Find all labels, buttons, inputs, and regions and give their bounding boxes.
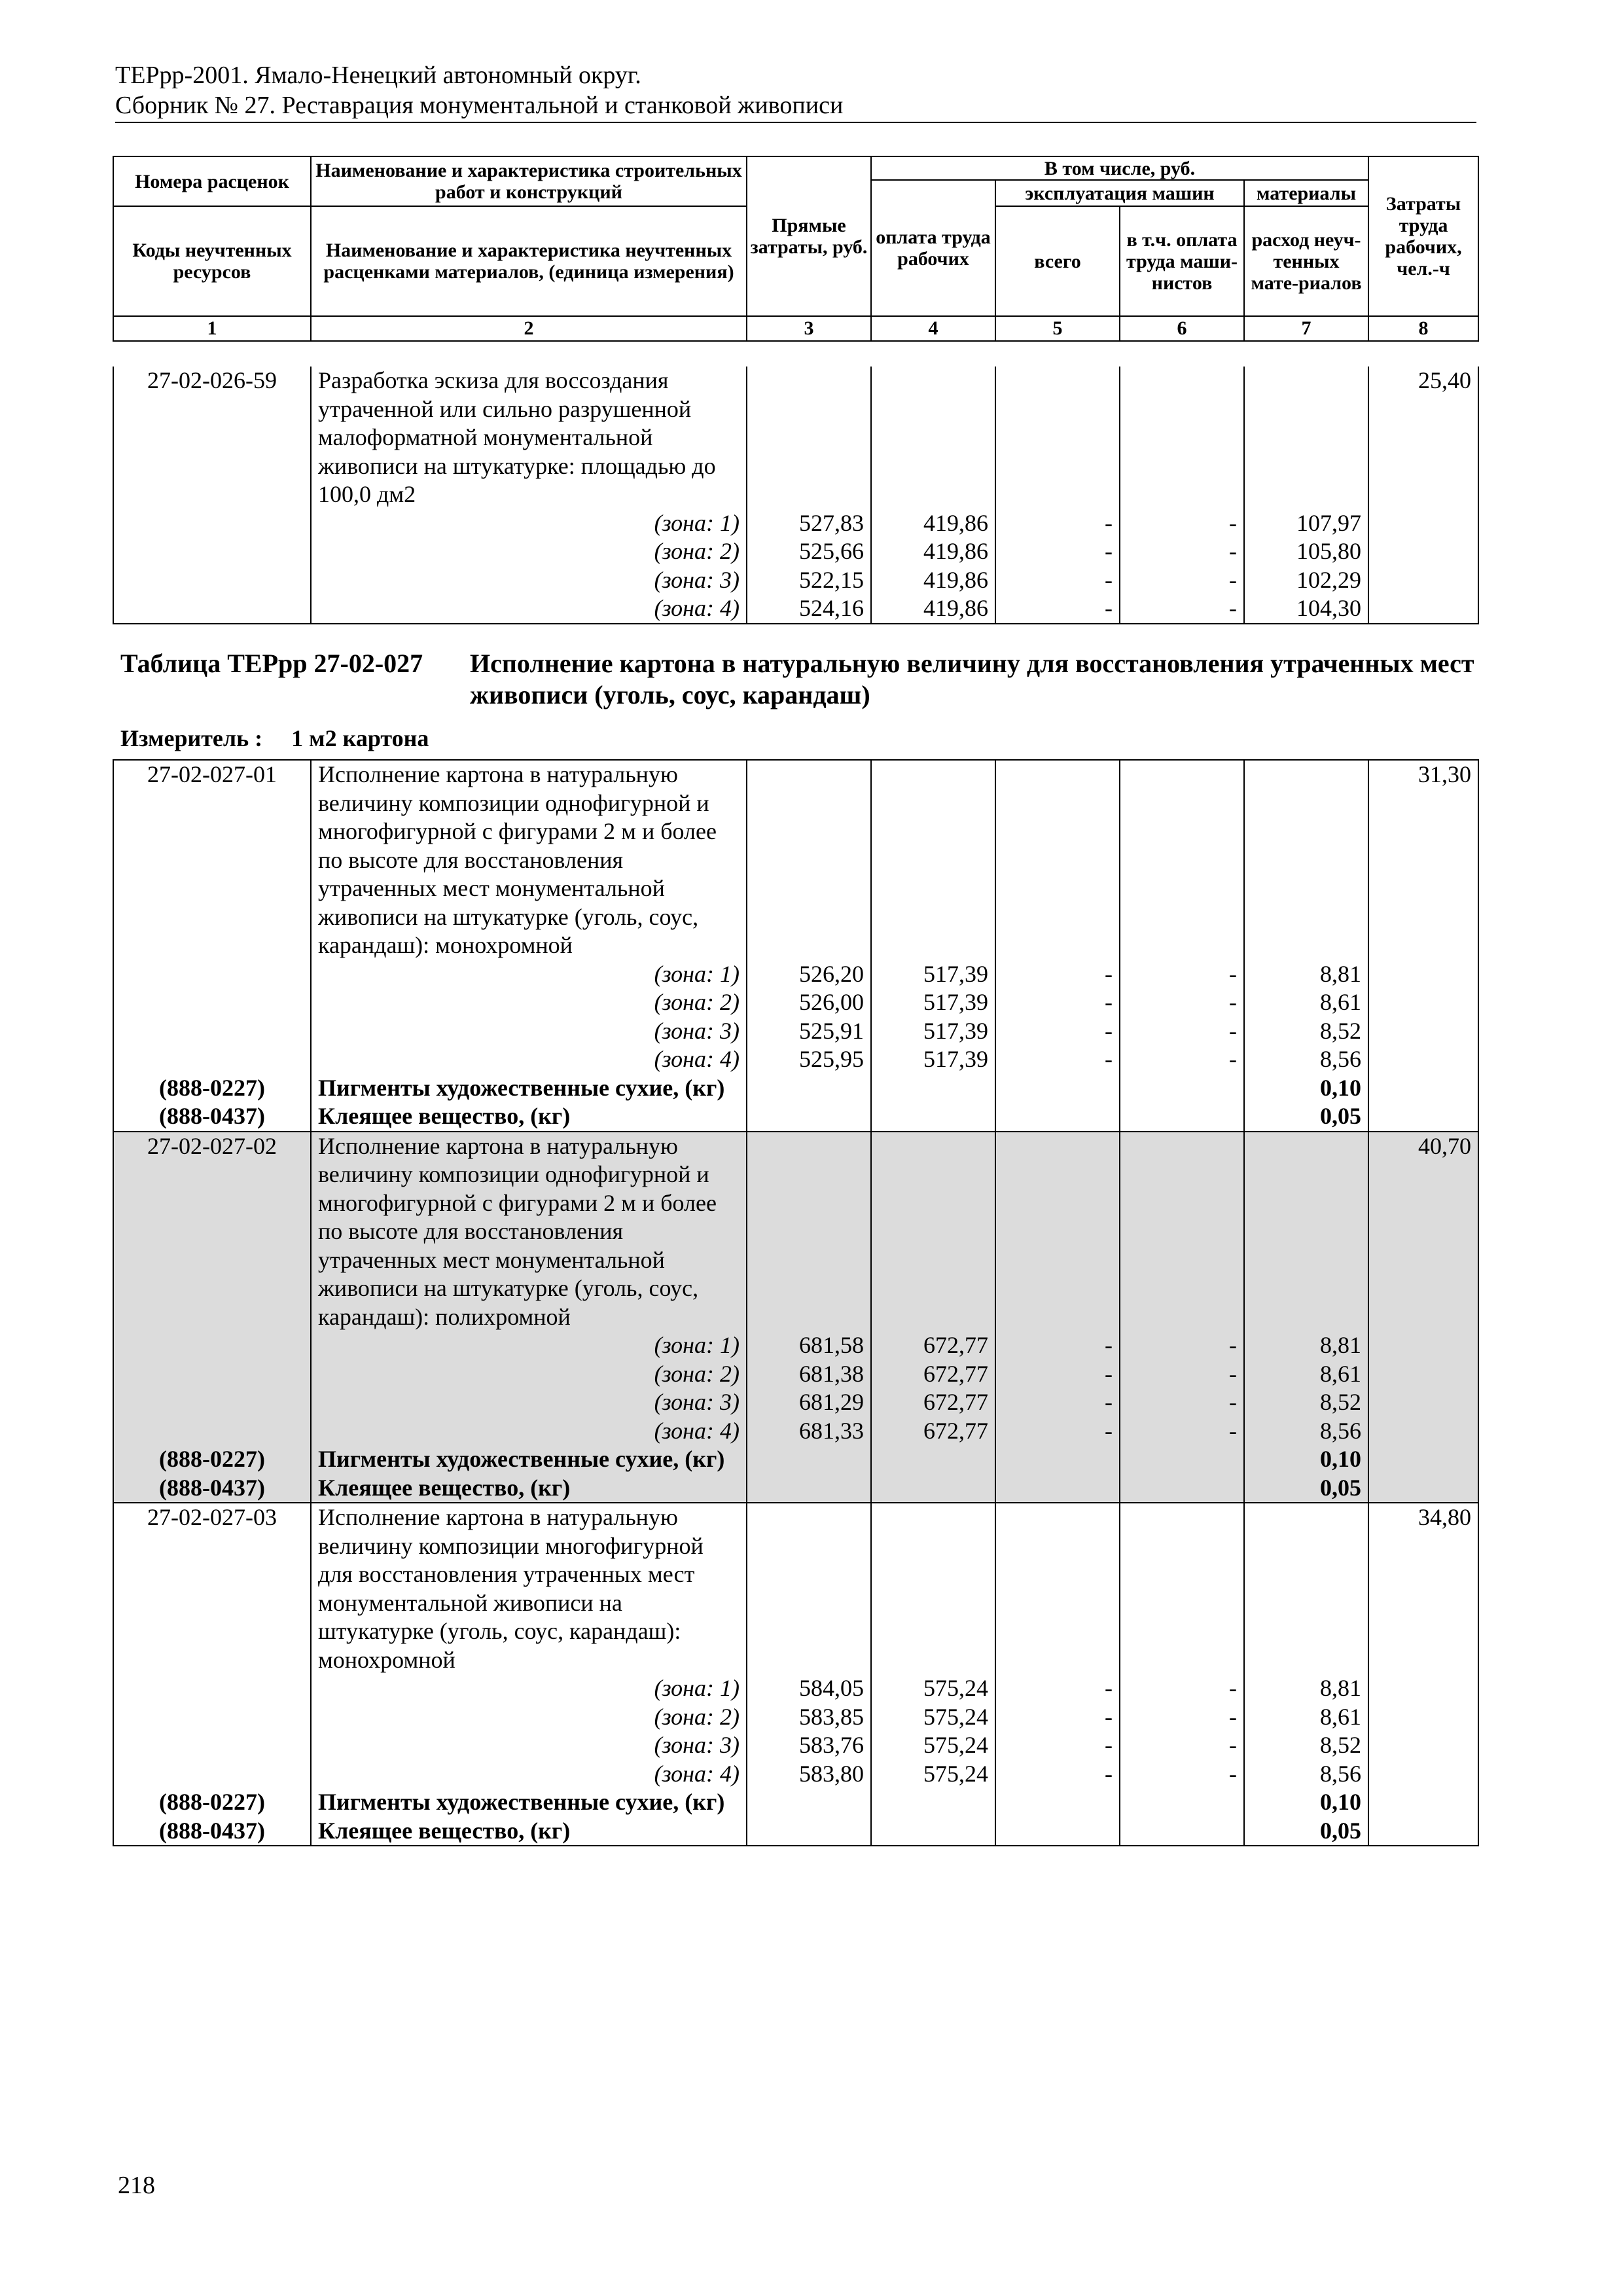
rate-name: Исполнение картона в натуральную величину композиции многофигурной для восстановления утраченных мест монументальной живописи на штукатурке (уголь, соус, карандаш): монохромной — [311, 1503, 747, 1674]
labor-pay: 517,39 — [871, 960, 995, 989]
resource-qty: 0,10 — [1244, 1074, 1368, 1103]
direct-cost: 681,38 — [747, 1360, 871, 1389]
materials-cost: 8,52 — [1244, 1017, 1368, 1046]
measure-unit — [120, 724, 429, 753]
machines-total: - — [995, 509, 1120, 538]
resource-qty: 0,10 — [1244, 1445, 1368, 1474]
labor-pay: 672,77 — [871, 1331, 995, 1360]
direct-cost: 527,83 — [747, 509, 871, 538]
zone-label: (зона: 1) — [654, 509, 740, 536]
machines-total: - — [995, 1045, 1120, 1074]
col-number: 2 — [311, 316, 747, 341]
resource-code: (888-0227) — [113, 1074, 311, 1103]
machines-total: - — [995, 1017, 1120, 1046]
labor-hours: 40,70 — [1368, 1132, 1478, 1332]
resource-code: (888-0227) — [113, 1445, 311, 1474]
labor-pay: 575,24 — [871, 1731, 995, 1760]
zone-label: (зона: 2) — [654, 538, 740, 564]
materials-cost: 8,61 — [1244, 988, 1368, 1017]
header-rate-numbers: Номера расценок — [113, 156, 311, 206]
machines-total: - — [995, 1388, 1120, 1417]
labor-pay: 517,39 — [871, 1045, 995, 1074]
rates-table-prev — [113, 367, 1479, 624]
materials-cost: 8,61 — [1244, 1360, 1368, 1389]
resource-code: (888-0437) — [113, 1102, 311, 1132]
header-machines: эксплуатация машин — [995, 180, 1244, 206]
direct-cost: 583,85 — [747, 1703, 871, 1732]
zone-label: (зона: 4) — [654, 595, 740, 621]
zone-label: (зона: 1) — [654, 1675, 740, 1701]
labor-pay: 575,24 — [871, 1674, 995, 1703]
rate-code: 27-02-027-03 — [113, 1503, 311, 1674]
direct-cost: 525,91 — [747, 1017, 871, 1046]
labor-pay: 575,24 — [871, 1703, 995, 1732]
labor-hours: 34,80 — [1368, 1503, 1478, 1674]
header-machinist-pay: в т.ч. оплата труда маши-нистов — [1120, 206, 1244, 316]
machinist-pay: - — [1120, 1045, 1244, 1074]
labor-pay: 672,77 — [871, 1388, 995, 1417]
zone-label: (зона: 2) — [654, 1360, 740, 1387]
materials-cost: 8,56 — [1244, 1417, 1368, 1446]
resource-qty: 0,05 — [1244, 1102, 1368, 1132]
labor-hours: 25,40 — [1368, 367, 1478, 509]
col-number: 5 — [995, 316, 1120, 341]
materials-cost: 8,56 — [1244, 1760, 1368, 1789]
col-number: 3 — [747, 316, 871, 341]
machinist-pay: - — [1120, 1331, 1244, 1360]
header-resource-names: Наименование и характеристика неучтенных расценками материалов, (единица измерения) — [311, 206, 747, 316]
labor-pay: 419,86 — [871, 509, 995, 538]
resource-name: Пигменты художественные сухие, (кг) — [311, 1445, 747, 1474]
direct-cost: 681,33 — [747, 1417, 871, 1446]
table-header — [113, 156, 1479, 342]
materials-cost: 8,81 — [1244, 1674, 1368, 1703]
direct-cost: 681,58 — [747, 1331, 871, 1360]
measure-value: 1 м2 картона — [291, 725, 429, 751]
machines-total: - — [995, 566, 1120, 595]
direct-cost: 524,16 — [747, 594, 871, 624]
machinist-pay: - — [1120, 537, 1244, 566]
resource-code: (888-0437) — [113, 1474, 311, 1503]
resource-qty: 0,05 — [1244, 1474, 1368, 1503]
rate-name: Исполнение картона в натуральную величину композиции однофигурной и многофигурной с фигурами 2 м и более по высоте для восстановления утраченных мест монументальной живописи на штукатурке (уголь, соус, карандаш): монохромной — [311, 760, 747, 960]
direct-cost: 583,76 — [747, 1731, 871, 1760]
direct-cost: 583,80 — [747, 1760, 871, 1789]
zone-label: (зона: 2) — [654, 989, 740, 1015]
resource-code: (888-0227) — [113, 1788, 311, 1817]
machinist-pay: - — [1120, 1731, 1244, 1760]
zone-label: (зона: 3) — [654, 1732, 740, 1758]
machines-total: - — [995, 1703, 1120, 1732]
machines-total: - — [995, 960, 1120, 989]
materials-cost: 105,80 — [1244, 537, 1368, 566]
col-number: 4 — [871, 316, 995, 341]
rate-name: Исполнение картона в натуральную величину композиции однофигурной и многофигурной с фигурами 2 м и более по высоте для восстановления утраченных мест монументальной живописи на штукатурке (уголь, соус, карандаш): полихромной — [311, 1132, 747, 1332]
materials-cost: 102,29 — [1244, 566, 1368, 595]
direct-cost: 522,15 — [747, 566, 871, 595]
direct-cost: 584,05 — [747, 1674, 871, 1703]
direct-cost: 525,66 — [747, 537, 871, 566]
labor-hours: 31,30 — [1368, 760, 1478, 960]
header-labor-hours: Затраты труда рабочих, чел.-ч — [1368, 156, 1478, 316]
machinist-pay: - — [1120, 566, 1244, 595]
machines-total: - — [995, 1731, 1120, 1760]
machines-total: - — [995, 1674, 1120, 1703]
labor-pay: 672,77 — [871, 1417, 995, 1446]
zone-label: (зона: 3) — [654, 1017, 740, 1044]
direct-cost: 525,95 — [747, 1045, 871, 1074]
materials-cost: 8,56 — [1244, 1045, 1368, 1074]
machinist-pay: - — [1120, 1017, 1244, 1046]
col-number: 1 — [113, 316, 311, 341]
direct-cost: 526,00 — [747, 988, 871, 1017]
resource-name: Клеящее вещество, (кг) — [311, 1474, 747, 1503]
labor-pay: 419,86 — [871, 566, 995, 595]
resource-code: (888-0437) — [113, 1817, 311, 1846]
measure-label: Измеритель : — [120, 725, 263, 751]
machinist-pay: - — [1120, 988, 1244, 1017]
machines-total: - — [995, 1360, 1120, 1389]
machines-total: - — [995, 1331, 1120, 1360]
materials-cost: 104,30 — [1244, 594, 1368, 624]
labor-pay: 672,77 — [871, 1360, 995, 1389]
zone-label: (зона: 4) — [654, 1760, 740, 1787]
labor-pay: 517,39 — [871, 1017, 995, 1046]
zone-label: (зона: 3) — [654, 1389, 740, 1415]
zone-label: (зона: 1) — [654, 960, 740, 987]
zone-label: (зона: 2) — [654, 1703, 740, 1730]
header-including: В том числе, руб. — [871, 156, 1368, 180]
machinist-pay: - — [1120, 1360, 1244, 1389]
zone-label: (зона: 4) — [654, 1046, 740, 1072]
machinist-pay: - — [1120, 1760, 1244, 1789]
header-line-1: ТЕРрр-2001. Ямало-Ненецкий автономный округ. — [115, 62, 641, 89]
header-material-use: расход неуч-тенных мате-риалов — [1244, 206, 1368, 316]
resource-name: Пигменты художественные сухие, (кг) — [311, 1788, 747, 1817]
header-work-name: Наименование и характеристика строительных работ и конструкций — [311, 156, 747, 206]
table-id: Таблица ТЕРрр 27-02-027 — [120, 649, 423, 678]
labor-pay: 575,24 — [871, 1760, 995, 1789]
machinist-pay: - — [1120, 1674, 1244, 1703]
materials-cost: 8,52 — [1244, 1388, 1368, 1417]
rates-table — [113, 759, 1479, 1846]
header-line-2: Сборник № 27. Реставрация монументальной и станковой живописи — [115, 92, 844, 119]
header-materials: материалы — [1244, 180, 1368, 206]
rate-name: Разработка эскиза для воссоздания утраченной или сильно разрушенной малоформатной монументальной живописи на штукатурке: площадью до 100,0 дм2 — [311, 367, 747, 509]
header-direct-costs: Прямые затраты, руб. — [747, 156, 871, 316]
machinist-pay: - — [1120, 509, 1244, 538]
machines-total: - — [995, 594, 1120, 624]
materials-cost: 8,81 — [1244, 1331, 1368, 1360]
materials-cost: 8,81 — [1244, 960, 1368, 989]
zone-label: (зона: 1) — [654, 1332, 740, 1358]
machinist-pay: - — [1120, 594, 1244, 624]
zone-label: (зона: 3) — [654, 566, 740, 593]
header-machines-total: всего — [995, 206, 1120, 316]
machines-total: - — [995, 988, 1120, 1017]
header-resource-codes: Коды неучтенных ресурсов — [113, 206, 311, 316]
machinist-pay: - — [1120, 1388, 1244, 1417]
machinist-pay: - — [1120, 1703, 1244, 1732]
machines-total: - — [995, 1760, 1120, 1789]
resource-name: Клеящее вещество, (кг) — [311, 1817, 747, 1846]
table-title — [120, 648, 1475, 711]
machinist-pay: - — [1120, 1417, 1244, 1446]
resource-name: Пигменты художественные сухие, (кг) — [311, 1074, 747, 1103]
machines-total: - — [995, 537, 1120, 566]
col-number: 7 — [1244, 316, 1368, 341]
machinist-pay: - — [1120, 960, 1244, 989]
resource-qty: 0,10 — [1244, 1788, 1368, 1817]
labor-pay: 517,39 — [871, 988, 995, 1017]
rate-code: 27-02-026-59 — [113, 367, 311, 509]
resource-name: Клеящее вещество, (кг) — [311, 1102, 747, 1132]
rate-code: 27-02-027-02 — [113, 1132, 311, 1332]
col-number: 8 — [1368, 316, 1478, 341]
materials-cost: 8,61 — [1244, 1703, 1368, 1732]
materials-cost: 107,97 — [1244, 509, 1368, 538]
zone-label: (зона: 4) — [654, 1417, 740, 1444]
page-number: 218 — [118, 2172, 155, 2199]
resource-qty: 0,05 — [1244, 1817, 1368, 1846]
header-labor-pay: оплата труда рабочих — [871, 180, 995, 316]
running-header — [115, 60, 1476, 123]
machines-total: - — [995, 1417, 1120, 1446]
rate-code: 27-02-027-01 — [113, 760, 311, 960]
labor-pay: 419,86 — [871, 594, 995, 624]
direct-cost: 681,29 — [747, 1388, 871, 1417]
col-number: 6 — [1120, 316, 1244, 341]
table-title-text: Исполнение картона в натуральную величину для восстановления утраченных мест живописи (уголь, соус, карандаш) — [470, 649, 1474, 709]
labor-pay: 419,86 — [871, 537, 995, 566]
direct-cost: 526,20 — [747, 960, 871, 989]
materials-cost: 8,52 — [1244, 1731, 1368, 1760]
